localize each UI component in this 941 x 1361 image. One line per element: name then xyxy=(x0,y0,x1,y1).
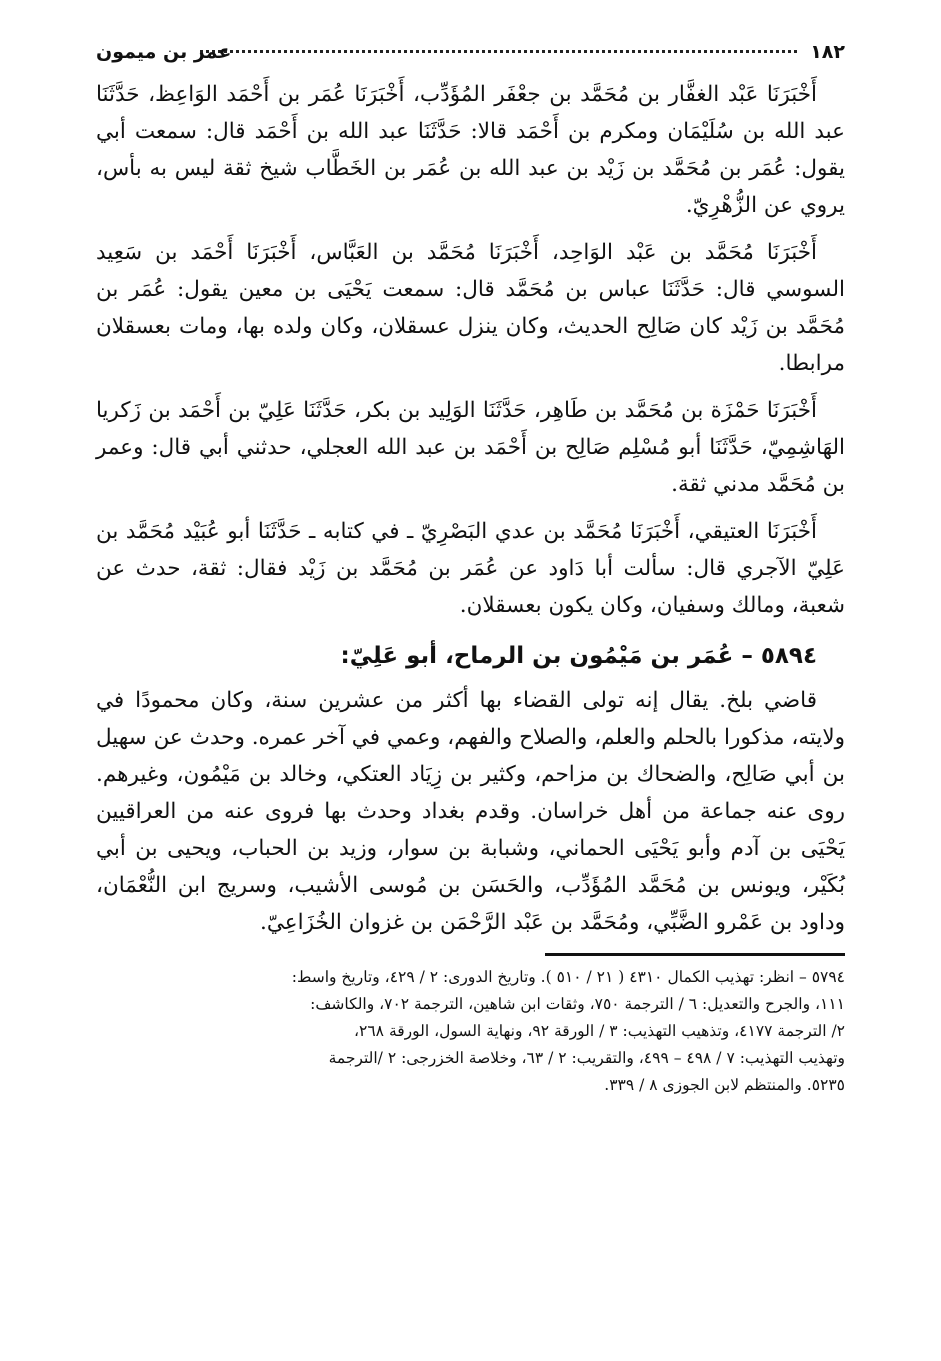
running-header xyxy=(96,34,845,70)
running-title: عمر بن ميمون xyxy=(96,41,232,63)
narration-paragraph: أَخْبَرَنَا عَبْد الغفَّار بن مُحَمَّد بن جعْفَر المُؤَدِّب، أَخْبَرَنَا عُمَر بن أَحْمَد الوَاعِظ، حَدَّثَنَا عبد الله بن سُلَيْمَان ومكرم بن أَحْمَد قالا: حَدَّثَنَا عبد الله بن أَحْمَد قال: سمعت أبي يقول: عُمَر بن مُحَمَّد بن زَيْد بن عبد الله بن عُمَر بن الخَطَّاب شيخ ثقة ليس به بأس، يروي عن الزُّهْرِيّ. xyxy=(96,82,845,218)
footnotes xyxy=(96,964,845,1099)
header-dot-leader xyxy=(200,50,797,53)
entry-biography: قاضي بلخ. يقال إنه تولى القضاء بها أكثر من عشرين سنة، وكان محمودًا في ولايته، مذكورا بالحلم والعلم، والصلاح والفهم، وعمي في آخر عمره. وحدث عن سهيل بن أبي صَالِح، والضحاك بن مزاحم، وكثير بن زِيَاد العتكي، وخالد بن مَيْمُون، وغيرهم. روى عنه جماعة من أهل خراسان. وقدم بغداد وحدث بها فروى عنه من العراقيين يَحْيَى بن آدم وأبو يَحْيَى الحماني، وشبابة بن سوار، وزيد بن الحباب، ويحيى بن أبي بُكَيْر، ويونس بن مُحَمَّد المُؤَدِّب، والحَسَن بن مُوسى الأشيب، وسريج ابن النُّعْمَان، وداود بن عَمْرو الضَّبِّي، ومُحَمَّد بن عَبْد الرَّحْمَن بن غزوان الخُزَاعِيّ. xyxy=(96,688,845,935)
narration-paragraph: أَخْبَرَنَا حَمْزَة بن مُحَمَّد بن طَاهِر، حَدَّثَنَا الوَلِيد بن بكر، حَدَّثَنَا عَلِيّ بن أَحْمَد بن زَكريا الهَاشِمِيّ، حَدَّثَنَا أبو مُسْلِم صَالِح بن أَحْمَد بن عبد الله العجلي، حدثني أبي قال: وعمر بن مُحَمَّد مدني ثقة. xyxy=(96,398,845,497)
footnote-line: ١١١، والجرح والتعديل: ٦ / الترجمة ٧٥٠، وثقات ابن شاهين، الترجمة ٧٠٢، والكاشف: xyxy=(310,995,845,1013)
footnote-line: ٥٢٣٥. والمنتظم لابن الجوزى ٨ / ٣٣٩. xyxy=(604,1076,845,1094)
book-page xyxy=(96,34,845,1361)
narration-paragraph: أَخْبَرَنَا مُحَمَّد بن عَبْد الوَاحِد، أَخْبَرَنَا مُحَمَّد بن العَبَّاس، أَخْبَرَنَا أَحْمَد بن سَعِيد السوسي قال: حَدَّثَنَا عباس بن مُحَمَّد قال: سمعت يَحْيَى بن معين يقول: عُمَر بن مُحَمَّد بن زَيْد كان صَالِح الحديث، وكان ينزل عسقلان، وكان ولده بها، ومات بعسقلان مرابطا. xyxy=(96,240,845,376)
footnote-line: وتهذيب التهذيب: ٧ / ٤٩٨ – ٤٩٩، والتقريب: ٢ / ٦٣، وخلاصة الخزرجى: ٢ /الترجمة xyxy=(328,1049,845,1067)
footnote-line: ٥٧٩٤ – انظر: تهذيب الكمال ٤٣١٠ ( ٢١ / ٥١٠ ). وتاريخ الدورى: ٢ / ٤٢٩، وتاريخ واسط: xyxy=(291,968,845,986)
narration-paragraph: أَخْبَرَنَا العتيقي، أَخْبَرَنَا مُحَمَّد بن عدي البَصْرِيّ ـ في كتابه ـ حَدَّثَنَا أبو عُبَيْد مُحَمَّد بن عَلِيّ الآجري قال: سألت أبا دَاود عن عُمَر بن مُحَمَّد بن زَيْد فقال: ثقة، حدث عن شعبة، ومالك وسفيان، وكان يكون بعسقلان. xyxy=(96,519,845,618)
page-number: ١٨٢ xyxy=(810,41,845,63)
footnote-divider xyxy=(545,953,845,956)
entry-heading: ٥٨٩٤ – عُمَر بن مَيْمُون بن الرماح، أبو عَلِيّ: xyxy=(340,643,817,669)
main-text xyxy=(96,76,845,941)
footnote-line: ٢/ الترجمة ٤١٧٧، وتذهيب التهذيب: ٣ / الورقة ٩٢، ونهاية السول، الورقة ٢٦٨، xyxy=(354,1022,845,1040)
